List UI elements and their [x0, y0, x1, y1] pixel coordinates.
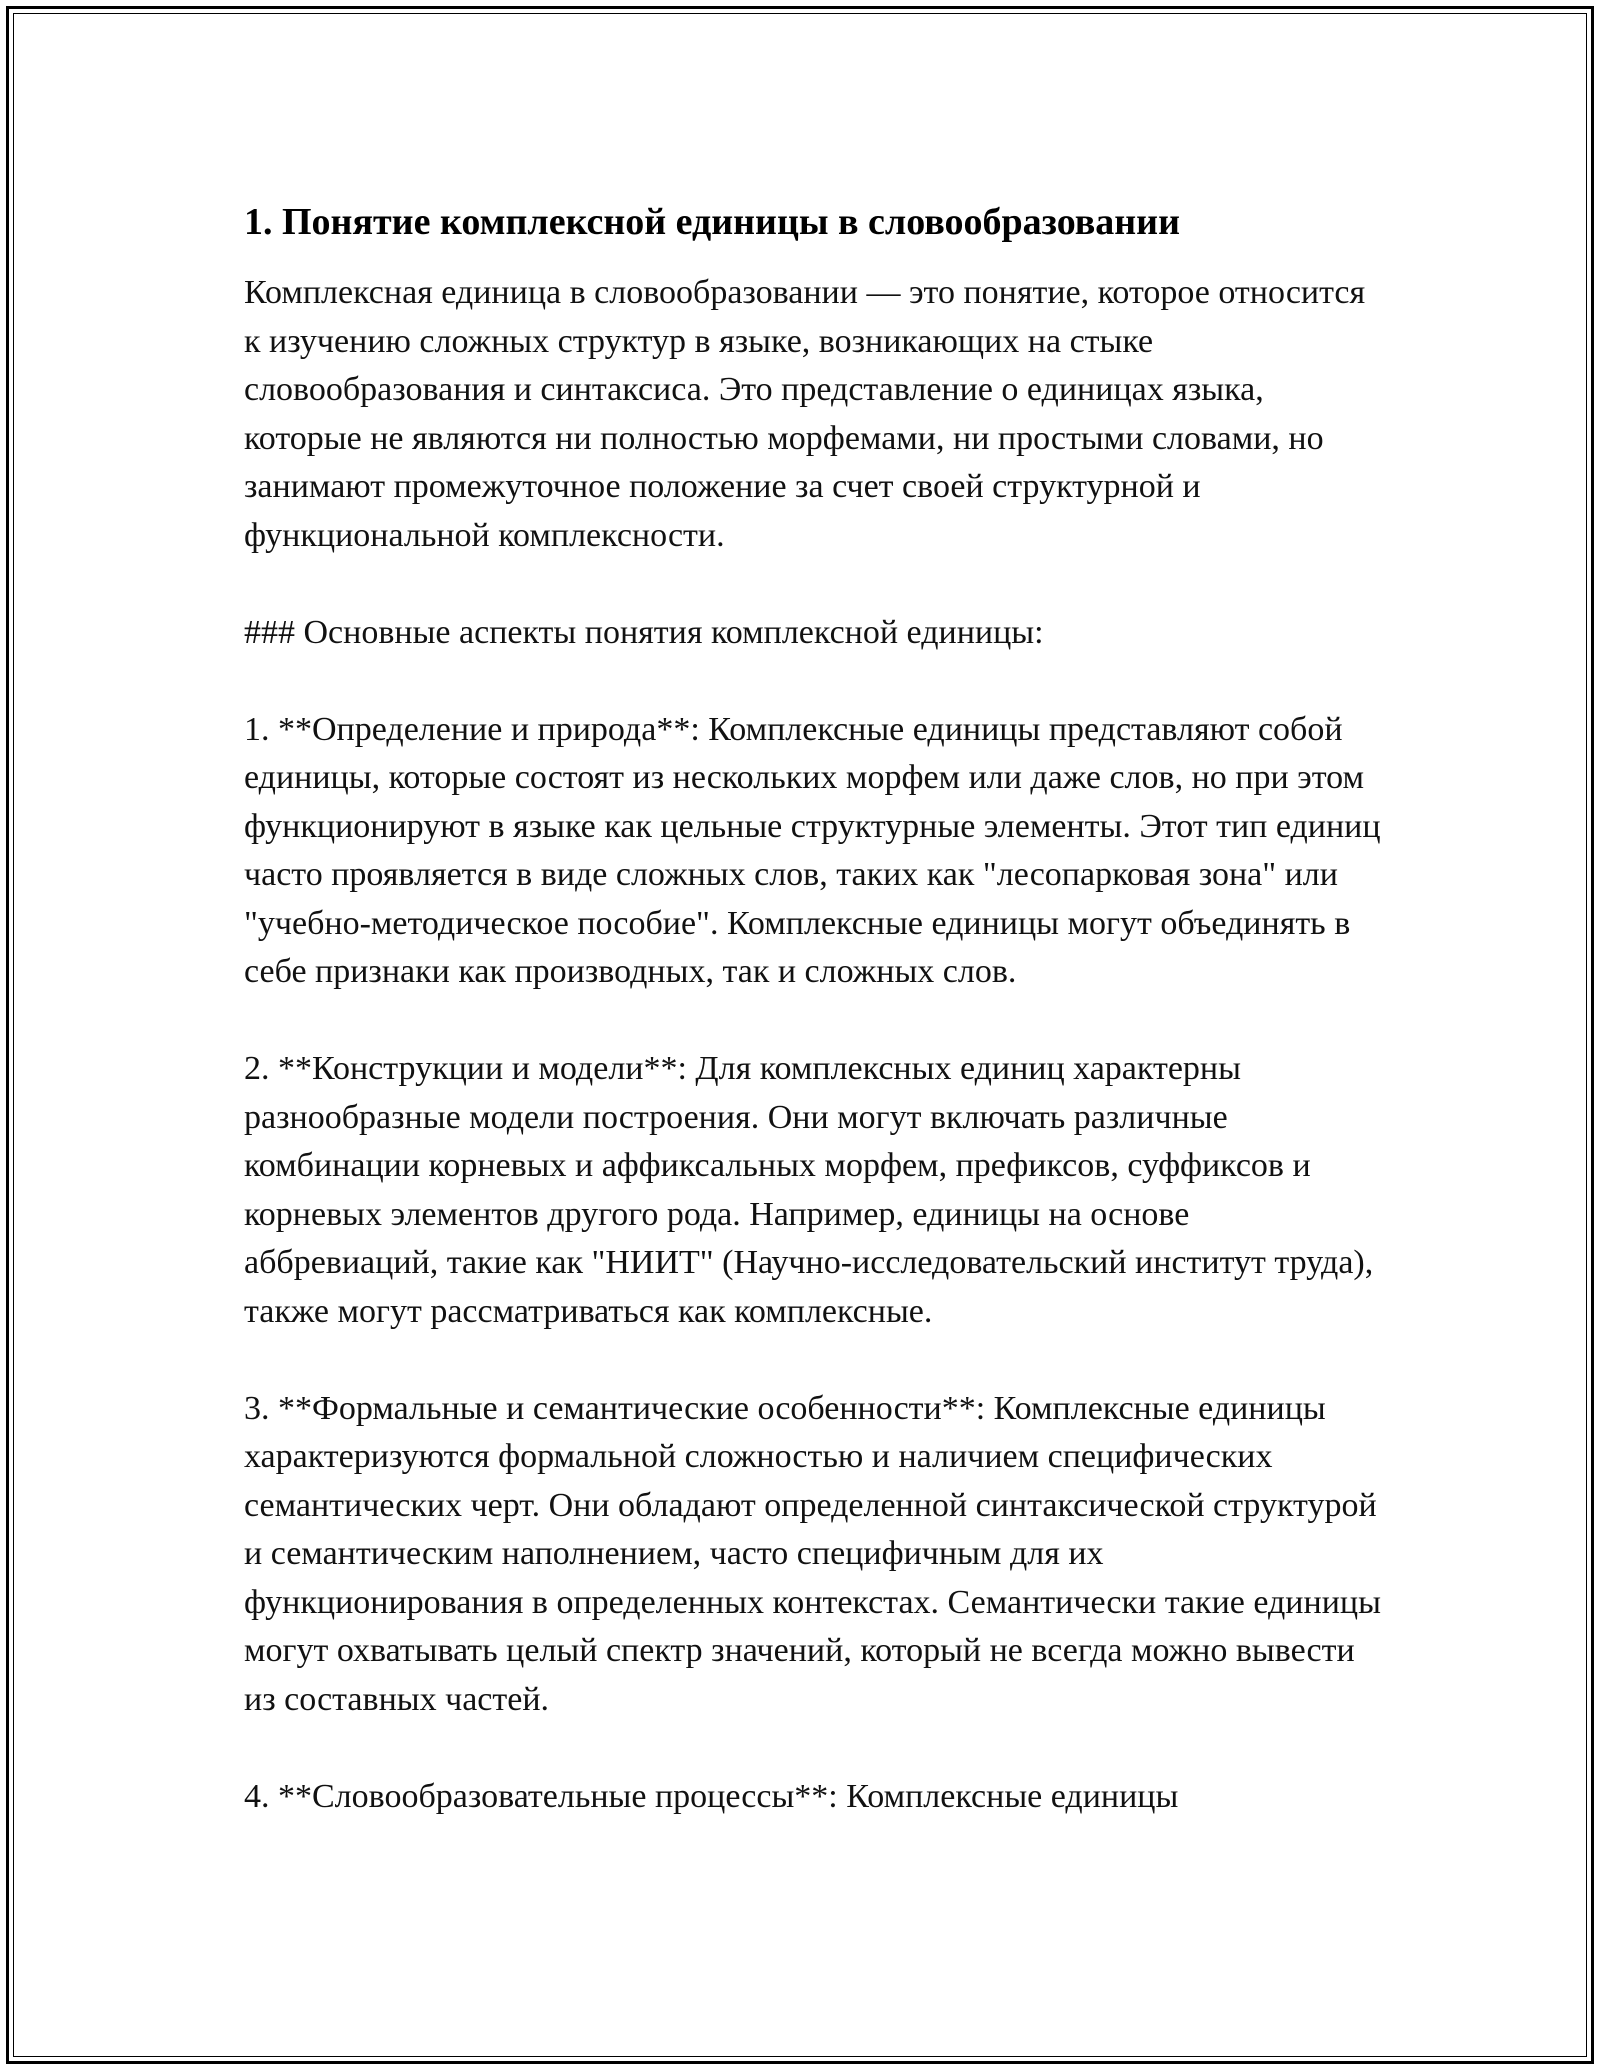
document-body	[244, 197, 1384, 1821]
intro-paragraph: Комплексная единица в словообразовании — это понятие, которое относится к изучению сложных структур в языке, возникающих на стыке словообразования и синтаксиса. Это представление о единицах языка, которые не являются ни полностью морфемами, ни простыми словами, но занимают промежуточное положение за счет своей структурной и функциональной комплексности.	[244, 274, 1366, 554]
page-frame	[6, 6, 1594, 2064]
paragraph-gap	[244, 657, 1384, 706]
paragraph-gap	[244, 997, 1384, 1046]
list-item-2: 2. **Конструкции и модели**: Для комплексных единиц характерны разнообразные модели построения. Они могут включать различные комбинации корневых и аффиксальных морфем, префиксов, суффиксов и корневых элементов другого рода. Например, единицы на основе аббревиаций, такие как "НИИТ" (Научно-исследовательский институт труда), также могут рассматриваться как комплексные.	[244, 1050, 1374, 1330]
list-item-1: 1. **Определение и природа**: Комплексные единицы представляют собой единицы, которые состоят из нескольких морфем или даже слов, но при этом функционируют в языке как цельные структурные элементы. Этот тип единиц часто проявляется в виде сложных слов, таких как "лесопарковая зона" или "учебно-методическое пособие". Комплексные единицы могут объединять в себе признаки как производных, так и сложных слов.	[244, 710, 1381, 990]
paragraph-gap	[244, 1724, 1384, 1773]
document-title: 1. Понятие комплексной единицы в словообразовании	[244, 201, 1180, 243]
section-subheading: ### Основные аспекты понятия комплексной единицы:	[244, 613, 1044, 651]
list-item-3: 3. **Формальные и семантические особенности**: Комплексные единицы характеризуются формальной сложностью и наличием специфических семантических черт. Они обладают определенной синтаксической структурой и семантическим наполнением, часто специфичным для их функционирования в определенных контекстах. Семантически такие единицы могут охватывать целый спектр значений, который не всегда можно вывести из составных частей.	[244, 1389, 1381, 1718]
paragraph-gap	[244, 1336, 1384, 1385]
list-item-4: 4. **Словообразовательные процессы**: Комплексные единицы	[244, 1777, 1179, 1815]
paragraph-gap	[244, 560, 1384, 609]
